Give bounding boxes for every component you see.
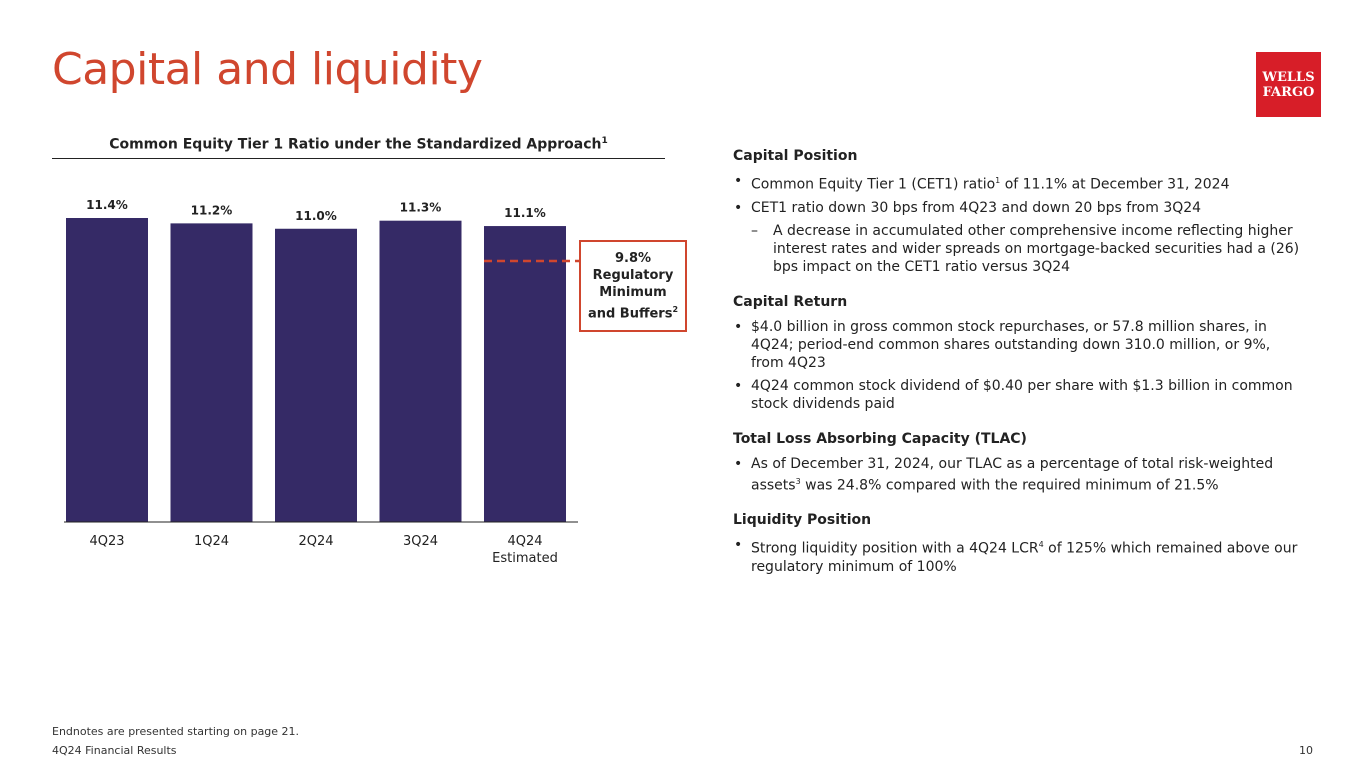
bullet-text: As of December 31, 2024, our TLAC as a percentage of total risk-weighted assets: [751, 455, 1274, 494]
logo-line-2: FARGO: [1262, 84, 1315, 100]
bar-4Q24: [484, 226, 566, 522]
callout-line-1: Regulatory: [592, 267, 674, 283]
data-label-4Q23: 11.4%: [86, 198, 128, 212]
bar-2Q24: [275, 229, 357, 522]
callout-line-2: Minimum: [599, 284, 667, 300]
footnote-ref: 1: [995, 176, 1001, 185]
section-capital-return: [733, 294, 1303, 413]
callout-line-3-text: and Buffers: [587, 306, 673, 322]
endnotes-text: Endnotes are presented starting on page 21.: [52, 725, 300, 738]
chart-title-footnote: 1: [601, 136, 608, 146]
bullet-text: Common Equity Tier 1 (CET1) ratio: [751, 176, 996, 193]
bullet-item: • 4Q24 common stock dividend of $0.40 per share with $1.3 billion in common stock dividends paid: [733, 377, 1303, 413]
data-label-1Q24: 11.2%: [190, 203, 233, 218]
section-liquidity: [733, 512, 1303, 576]
footnote-ref: 3: [795, 476, 801, 486]
category-label-1Q24: 1Q24: [193, 534, 230, 549]
bullet-item: [733, 172, 1303, 194]
bar-1Q24: [171, 223, 253, 522]
bullet-text: of 125% which remained above our regulatory minimum of 100%: [751, 540, 1298, 575]
bar-3Q24: [380, 221, 462, 522]
bar-4Q23: [66, 218, 148, 522]
bullet-item: • $4.0 billion in gross common stock repurchases, or 57.8 million shares, in 4Q24; period-end common shares outstanding down 310.0 million, or 9%, from 4Q23: [733, 318, 1303, 372]
callout-line-3: [588, 301, 678, 322]
document-label: 4Q24 Financial Results: [52, 744, 177, 757]
page-number: 10: [1299, 744, 1313, 757]
section-heading: Capital Position: [733, 148, 858, 164]
data-label-3Q24: 11.3%: [399, 200, 442, 215]
bullet-text: was 24.8% compared with the required minimum of 21.5%: [800, 477, 1219, 494]
sub-bullet-item: – A decrease in accumulated other comprehensive income reflecting higher interest rates and wider spreads on mortgage-backed securities had a (26) bps impact on the CET1 ratio versus 3Q24: [733, 222, 1303, 276]
regulatory-minimum-callout: [579, 240, 687, 332]
section-heading: Liquidity Position: [733, 512, 872, 529]
section-tlac: [733, 431, 1303, 495]
callout-value: 9.8%: [614, 250, 652, 266]
bullet-item: • CET1 ratio down 30 bps from 4Q23 and down 20 bps from 3Q24: [733, 199, 1303, 217]
section-capital-position: [733, 148, 1303, 276]
category-sublabel-4Q24: Estimated: [492, 551, 558, 566]
section-heading: Total Loss Absorbing Capacity (TLAC): [733, 430, 1027, 447]
category-label-2Q24: 2Q24: [298, 534, 334, 549]
category-label-4Q23: 4Q23: [89, 534, 125, 549]
data-label-4Q24: 11.1%: [504, 206, 546, 221]
commentary-panel: [733, 148, 1303, 594]
bullet-item: [733, 455, 1303, 495]
logo-line-1: WELLS: [1262, 69, 1315, 85]
data-label-2Q24: 11.0%: [295, 208, 337, 223]
bullet-item: [733, 536, 1303, 576]
category-label-3Q24: 3Q24: [402, 534, 439, 549]
page-title: Capital and liquidity: [52, 44, 483, 95]
callout-footnote: 2: [672, 304, 679, 314]
chart-title-text: Common Equity Tier 1 Ratio under the Standardized Approach: [109, 136, 602, 153]
section-heading: Capital Return: [733, 293, 848, 310]
bullet-text: of 11.1% at December 31, 2024: [1000, 176, 1230, 193]
footnote-ref: 4: [1038, 540, 1044, 550]
bullet-text: Strong liquidity position with a 4Q24 LCR: [751, 540, 1039, 557]
category-label-4Q24: 4Q24: [507, 534, 543, 549]
